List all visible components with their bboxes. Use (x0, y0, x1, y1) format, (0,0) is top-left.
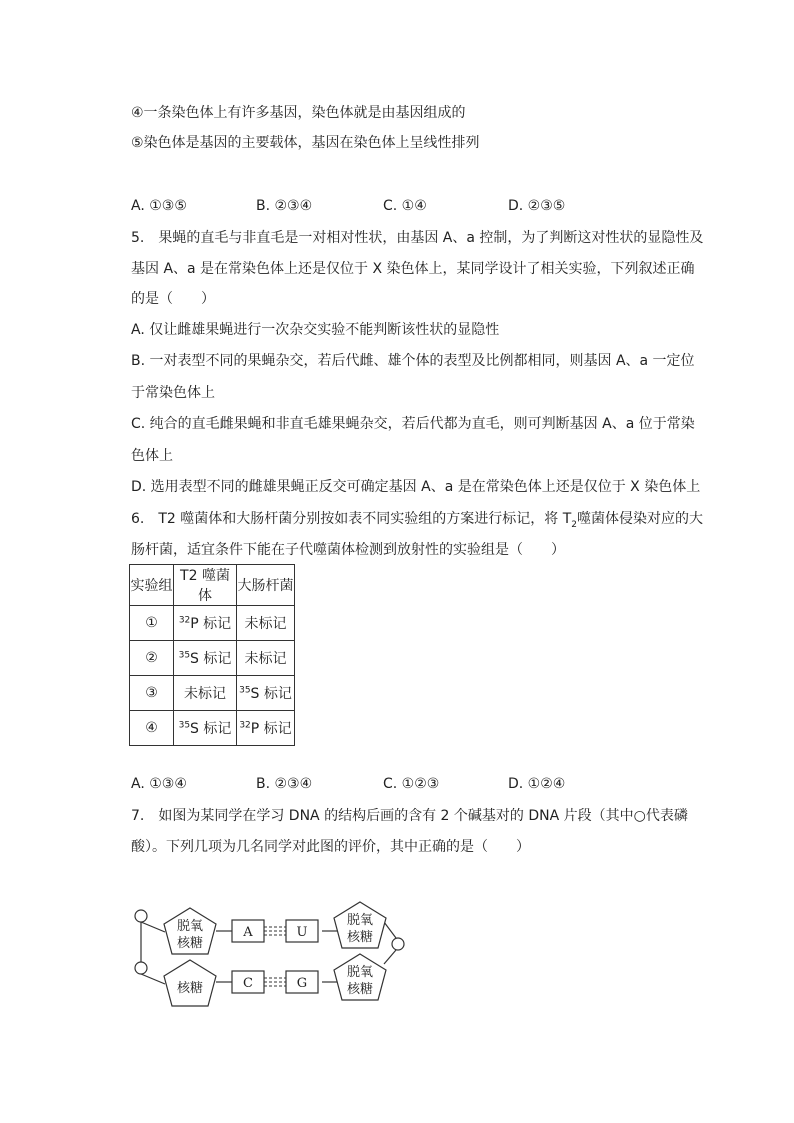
q6-option-c: C. ①②③ (383, 776, 440, 792)
table-cell-group: ③ (130, 676, 174, 711)
label-text: S 标记 (190, 651, 232, 667)
q5-option-b-line-1: B. 一对表型不同的果蝇杂交，若后代雌、雄个体的表型及比例都相同，则基因 A、a 一定位 (131, 353, 695, 369)
table-cell-group: ② (130, 641, 174, 676)
table-cell-group: ① (130, 606, 174, 641)
backbone-line (141, 922, 165, 932)
q6-stem-post: 噬菌体侵染对应的大 (577, 511, 704, 527)
table-header-cell: T2 噬菌体 (174, 565, 237, 606)
isotope-mass: 32 (239, 720, 251, 731)
table-row (130, 676, 295, 711)
sugar-label: 核糖 (346, 982, 374, 997)
table-row (130, 606, 295, 641)
table-cell-bacteria (237, 606, 295, 641)
label-text: 未标记 (244, 651, 287, 667)
q7-stem-line-1: 7. 如图为某同学在学习 DNA 的结构后画的含有 2 个碱基对的 DNA 片段（其中○代表磷 (131, 808, 688, 824)
q6-option-d: D. ①②④ (508, 776, 566, 792)
q5-option-b-line-2: 于常染色体上 (131, 385, 215, 401)
label-text: P 标记 (250, 721, 292, 737)
sugar-label: 脱氧 (176, 919, 204, 934)
phosphate-circle (392, 938, 404, 950)
sugar-label: 核糖 (346, 930, 374, 945)
q5-stem-line-1: 5. 果蝇的直毛与非直毛是一对相对性状，由基因 A、a 控制，为了判断这对性状的显隐性及 (131, 230, 704, 246)
q5-stem-line-2: 基因 A、a 是在常染色体上还是仅位于 X 染色体上，某同学设计了相关实验，下列叙述正确 (131, 261, 695, 277)
table-header-cell: 大肠杆菌 (237, 565, 295, 606)
table-cell-phage (174, 606, 237, 641)
phosphate-circle (135, 910, 147, 922)
base-label: U (296, 925, 308, 940)
q5-stem-line-3: 的是（ ） (131, 291, 215, 307)
isotope-mass: 32 (178, 615, 191, 626)
q7-stem-line-2: 酸）。下列几项为几名同学对此图的评价，其中正确的是（ ） (131, 839, 530, 855)
q5-option-c-line-1: C. 纯合的直毛雌果蝇和非直毛雄果蝇杂交，若后代都为直毛，则可判断基因 A、a 位于常染 (131, 416, 695, 432)
table-cell-bacteria (237, 641, 295, 676)
table-cell-phage (174, 641, 237, 676)
dna-fragment-diagram (128, 898, 418, 1008)
label-text: P 标记 (190, 616, 232, 632)
statement-5: ⑤染色体是基因的主要载体，基因在染色体上呈线性排列 (131, 135, 480, 151)
label-text: S 标记 (250, 686, 292, 702)
isotope-mass: 35 (178, 650, 191, 661)
table-header-row (130, 565, 295, 606)
backbone-line (141, 974, 165, 984)
q6-stem-sub: 2 (571, 519, 578, 530)
q4-option-b: B. ②③④ (256, 198, 313, 214)
label-text: 未标记 (184, 686, 226, 702)
q5-option-c-line-2: 色体上 (131, 448, 173, 464)
isotope-mass: 35 (239, 685, 251, 696)
base-label: G (296, 976, 308, 991)
phosphate-circle (135, 962, 147, 974)
q6-stem-line-2: 肠杆菌，适宜条件下能在子代噬菌体检测到放射性的实验组是（ ） (131, 542, 565, 558)
base-label: A (243, 925, 253, 940)
isotope-mass: 35 (178, 720, 191, 731)
sugar-label: 核糖 (176, 936, 204, 951)
q6-option-a: A. ①③④ (131, 776, 187, 792)
q6-stem-line-1 (131, 509, 703, 529)
label-text: S 标记 (190, 721, 232, 737)
label-text: 未标记 (244, 616, 287, 632)
q4-option-c: C. ①④ (383, 198, 427, 214)
q4-option-d: D. ②③⑤ (508, 198, 566, 214)
q6-stem-pre: 6. T2 噬菌体和大肠杆菌分别按如表不同实验组的方案进行标记，将 T (131, 511, 572, 527)
q5-option-a: A. 仅让雌雄果蝇进行一次杂交实验不能判断该性状的显隐性 (131, 322, 500, 338)
table-row (130, 711, 295, 746)
table-cell-phage (174, 711, 237, 746)
table-cell-bacteria (237, 711, 295, 746)
experiment-table (129, 564, 295, 746)
q5-option-d: D. 选用表型不同的雌雄果蝇正反交可确定基因 A、a 是在常染色体上还是仅位于 X 染色体上 (131, 479, 701, 495)
backbone-line (384, 922, 396, 938)
q4-option-a: A. ①③⑤ (131, 198, 187, 214)
backbone-line (384, 950, 396, 964)
table-cell-phage (174, 676, 237, 711)
base-label: C (243, 976, 253, 991)
table-cell-bacteria (237, 676, 295, 711)
sugar-label: 脱氧 (346, 965, 374, 980)
table-header-cell: 实验组 (130, 565, 174, 606)
statement-4: ④一条染色体上有许多基因，染色体就是由基因组成的 (131, 105, 466, 121)
sugar-label: 核糖 (176, 981, 204, 996)
q6-option-b: B. ②③④ (256, 776, 313, 792)
sugar-label: 脱氧 (346, 913, 374, 928)
table-row (130, 641, 295, 676)
table-cell-group: ④ (130, 711, 174, 746)
